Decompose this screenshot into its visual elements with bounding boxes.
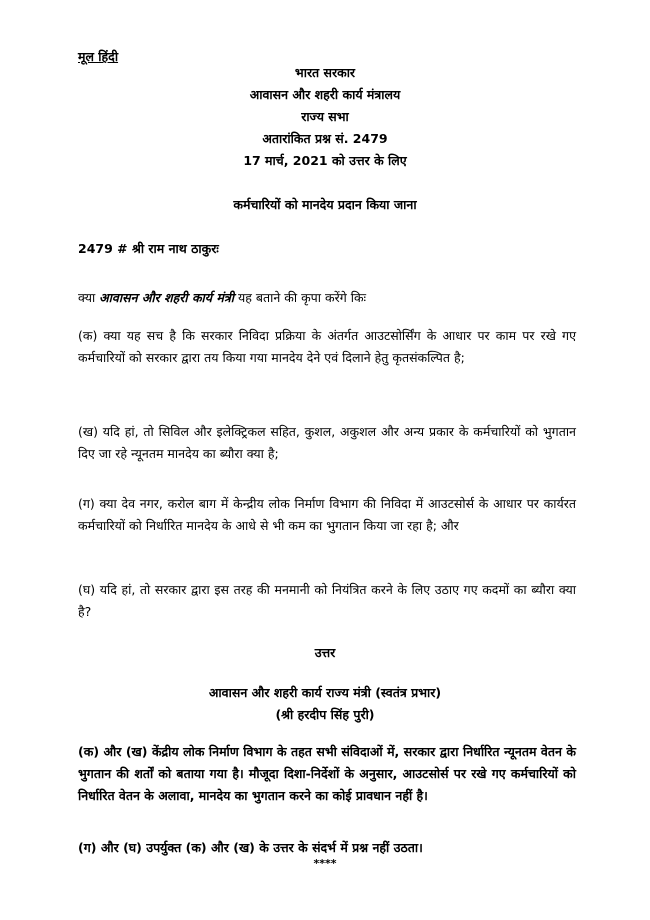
question-subject: कर्मचारियों को मानदेय प्रदान किया जाना	[233, 197, 417, 212]
header-house: राज्य सभा	[301, 109, 349, 124]
answer-part-a-b: (क) और (ख) केंद्रीय लोक निर्माण विभाग के तहत सभी संविदाओं में, सरकार द्वारा निर्धारित न्यूनतम वेतन के भुगतान की शर्तों को बताया गया है। मौजूदा दिशा-निर्देशों के अनुसार, आउटसोर्स पर रखे गए कर्मचारियों को निर्धारित वेतन के अलावा, मानदेय का भुगतान करने का कोई प्रावधान नहीं है।	[78, 744, 576, 803]
end-marker: ****	[313, 857, 337, 870]
question-part-d: (घ) यदि हां, तो सरकार द्वारा इस तरह की मनमानी को नियंत्रित करने के लिए उठाए गए कदमों का ब्यौरा क्या है?	[78, 582, 576, 619]
answer-heading: उत्तर	[314, 645, 336, 660]
answer-part-c-d: (ग) और (घ) उपर्युक्त (क) और (ख) के उत्तर के संदर्भ में प्रश्न नहीं उठता।	[78, 840, 423, 855]
question-number-member: 2479 # श्री राम नाथ ठाकुरः	[78, 241, 219, 256]
question-intro	[78, 287, 576, 309]
minister-name: (श्री हरदीप सिंह पुरी)	[275, 707, 375, 722]
question-part-a: (क) क्या यह सच है कि सरकार निविदा प्रक्रिया के अंतर्गत आउटसोर्सिंग के आधार पर काम पर रखे गए कर्मचारियों को सरकार द्वारा तय किया गया मानदेय देने एवं दिलाने हेतु कृतसंकल्पित है;	[78, 328, 576, 365]
question-intro-prefix: क्या	[78, 290, 100, 305]
question-intro-suffix: यह बताने की कृपा करेंगे किः	[234, 290, 367, 305]
answering-minister	[0, 682, 650, 726]
minister-title: आवासन और शहरी कार्य राज्य मंत्री (स्वतंत्र प्रभार)	[208, 685, 442, 700]
header-ministry: आवासन और शहरी कार्य मंत्रालय	[249, 87, 401, 102]
original-language-label: मूल हिंदी	[78, 49, 119, 64]
question-part-b: (ख) यदि हां, तो सिविल और इलेक्ट्रिकल सहित, कुशल, अकुशल और अन्य प्रकार के कर्मचारियों को भुगतान दिए जा रहे न्यूनतम मानदेय का ब्यौरा क्या है;	[78, 424, 576, 461]
document-header	[0, 62, 650, 172]
question-intro-minister: आवासन और शहरी कार्य मंत्री	[99, 290, 235, 305]
question-part-c: (ग) क्या देव नगर, करोल बाग में केन्द्रीय लोक निर्माण विभाग की निविदा में आउटसोर्स के आधार पर कार्यरत कर्मचारियों को निर्धारित मानदेय के आधे से भी कम का भुगतान किया जा रहा है; और	[78, 496, 576, 533]
header-government: भारत सरकार	[294, 65, 356, 80]
header-question-type: अतारांकित प्रश्न सं. 2479	[262, 131, 388, 146]
header-answer-date: 17 मार्च, 2021 को उत्तर के लिए	[243, 153, 407, 168]
